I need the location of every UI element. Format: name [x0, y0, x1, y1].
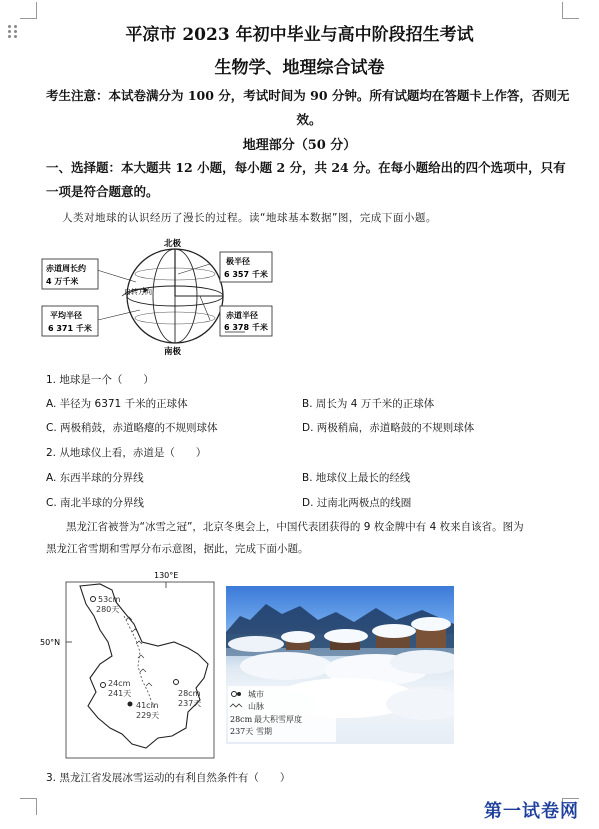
exam-title: 平凉市 2023 年初中毕业与高中阶段招生考试: [125, 25, 474, 45]
section-title: 地理部分（50 分）: [242, 138, 357, 153]
heilongjiang-intro: [46, 516, 572, 560]
point-4-days: 237天: [178, 699, 202, 708]
q1-option-b[interactable]: B. 周长为 4 万千米的正球体: [302, 398, 435, 410]
q2-option-c[interactable]: C. 南北半球的分界线: [46, 497, 145, 509]
crop-mark-bottom-left: [20, 798, 37, 815]
latitude-label: 50°N: [40, 638, 61, 647]
notice-line-1: 考生注意：本试卷满分为 100 分，考试时间为 90 分钟。所有试题均在答题卡上作答，否则无: [46, 88, 570, 103]
point-1-days: 280天: [96, 605, 120, 614]
part-one-line-2: 一项是符合题意的。: [46, 184, 159, 199]
q1-option-c[interactable]: C. 两极稍鼓，赤道略瘪的不规则球体: [46, 422, 218, 434]
polar-radius-value: 6 357 千米: [224, 270, 268, 279]
legend-city: 城市: [248, 690, 264, 699]
point-3-depth: 41cm: [136, 701, 159, 710]
legend-days-label: 雪期: [256, 727, 272, 736]
legend-depth-label: 最大积雪厚度: [254, 715, 302, 724]
heilongjiang-snow-map: [38, 568, 228, 764]
north-pole-label: 北极: [164, 239, 182, 249]
legend-depth-value: 28cm: [230, 715, 253, 724]
polar-radius-label: 极半径: [226, 257, 250, 266]
q3-stem: 3. 黑龙江省发展冰雪运动的有利自然条件有（ ）: [46, 772, 291, 784]
q2-option-a[interactable]: A. 东西半球的分界线: [46, 472, 144, 484]
legend-mountain: 山脉: [248, 702, 264, 711]
longitude-label: 130°E: [154, 571, 179, 580]
heilongjiang-intro-line-2: 黑龙江省雪期和雪厚分布示意图，据此，完成下面小题。: [46, 543, 309, 555]
point-4-depth: 28cm: [178, 689, 201, 698]
part-one-instructions: [46, 156, 576, 204]
rotation-label: 自转方向: [124, 288, 152, 296]
notice-line-2: 效。: [296, 112, 322, 127]
point-1-depth: 53cm: [98, 595, 121, 604]
crop-mark-top-left: [20, 2, 37, 19]
exam-notice: [46, 84, 572, 132]
q1-option-d[interactable]: D. 两极稍扁，赤道略鼓的不规则球体: [302, 422, 475, 434]
point-3-days: 229天: [136, 711, 160, 720]
south-pole-label: 南极: [164, 347, 182, 357]
equator-circumference-label: 赤道周长约: [46, 264, 86, 273]
q1-option-a[interactable]: A. 半径为 6371 千米的正球体: [46, 398, 188, 410]
part-one-line-1: 一、选择题：本大题共 12 小题，每小题 2 分，共 24 分。在每小题给出的四个选项中，只有: [46, 160, 566, 175]
mean-radius-value: 6 371 千米: [48, 324, 92, 333]
point-2-days: 241天: [108, 689, 132, 698]
heilongjiang-intro-line-1: 黑龙江省被誉为“冰雪之冠”，北京冬奥会上，中国代表团获得的 9 枚金牌中有 4 枚来自该省。图为: [66, 521, 524, 533]
q1-stem: 1. 地球是一个（ ）: [46, 374, 154, 386]
q2-option-d[interactable]: D. 过南北两极点的线圈: [302, 497, 412, 509]
snow-village-photo: [226, 586, 454, 744]
intro-text: 人类对地球的认识经历了漫长的过程。读“地球基本数据”图，完成下面小题。: [62, 212, 437, 224]
crop-mark-top-right: [562, 2, 579, 19]
legend-days-value: 237天: [230, 727, 254, 736]
mean-radius-label: 平均半径: [50, 311, 82, 320]
equatorial-radius-value: 6 378 千米: [224, 323, 268, 332]
site-watermark: 第一试卷网: [484, 801, 579, 822]
exam-subtitle: 生物学、地理综合试卷: [214, 58, 385, 78]
equatorial-radius-label: 赤道半径: [226, 311, 258, 320]
q2-option-b[interactable]: B. 地球仪上最长的经线: [302, 472, 411, 484]
point-2-depth: 24cm: [108, 679, 131, 688]
q2-stem: 2. 从地球仪上看，赤道是（ ）: [46, 447, 207, 459]
equator-circumference-value: 4 万千米: [46, 277, 79, 286]
earth-data-figure: [40, 234, 290, 358]
